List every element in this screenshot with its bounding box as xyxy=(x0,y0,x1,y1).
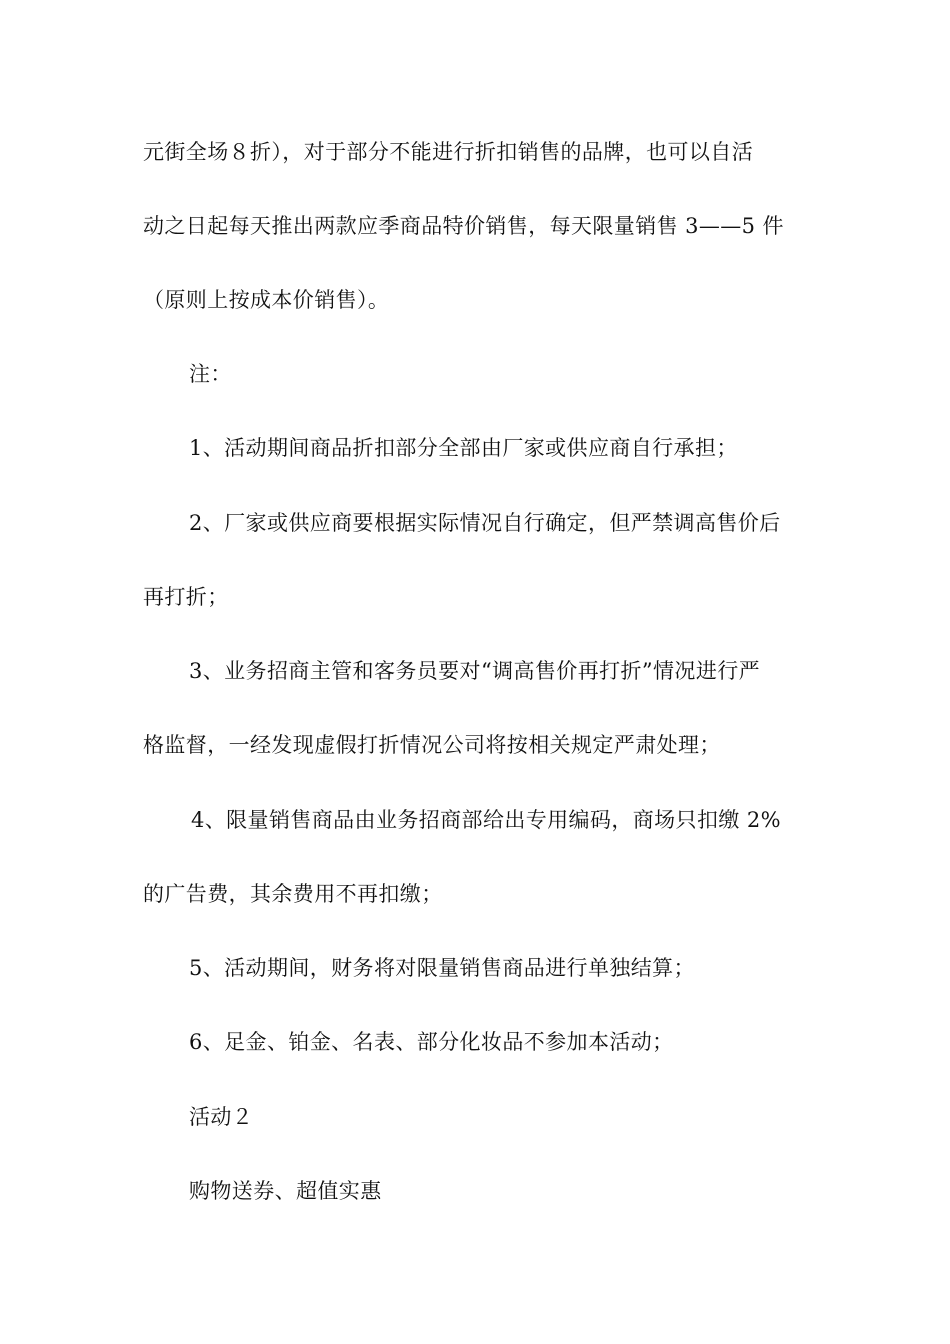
activity-subtitle: 购物送券、超值实惠 xyxy=(189,1179,382,1203)
note-item-1: 1、活动期间商品折扣部分全部由厂家或供应商自行承担； xyxy=(189,436,738,460)
paragraph-line-1: 元街全场８折），对于部分不能进行折扣销售的品牌，也可以自活 xyxy=(143,140,754,164)
note-heading: 注： xyxy=(189,362,232,386)
note-item-2-line-2: 再打折； xyxy=(143,585,229,609)
note-item-2-line-1: 2、厂家或供应商要根据实际情况自行确定，但严禁调高售价后 xyxy=(189,511,781,535)
activity-heading: 活动２ xyxy=(189,1105,254,1129)
paragraph-line-3: （原则上按成本价销售）。 xyxy=(143,288,390,312)
note-item-3-line-2: 格监督，一经发现虚假打折情况公司将按相关规定严肃处理； xyxy=(143,733,721,757)
note-item-6: 6、足金、铂金、名表、部分化妆品不参加本活动； xyxy=(189,1030,674,1054)
note-item-4-line-2: 的广告费，其余费用不再扣缴； xyxy=(143,882,443,906)
note-item-5: 5、活动期间，财务将对限量销售商品进行单独结算； xyxy=(189,956,695,980)
paragraph-line-2: 动之日起每天推出两款应季商品特价销售，每天限量销售 3——5 件 xyxy=(143,214,784,238)
note-item-4-line-1: 4、限量销售商品由业务招商部给出专用编码，商场只扣缴 2% xyxy=(191,808,781,832)
note-item-3-line-1: 3、业务招商主管和客务员要对“调高售价再打折”情况进行严 xyxy=(189,659,761,683)
